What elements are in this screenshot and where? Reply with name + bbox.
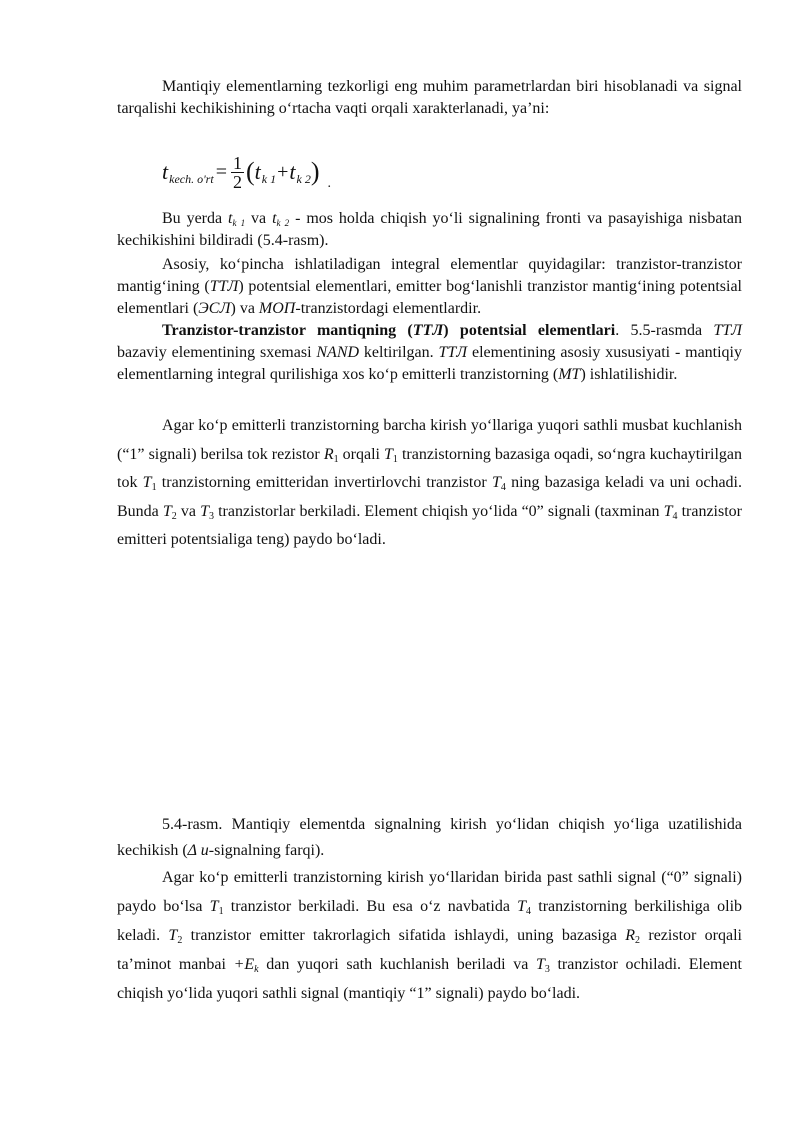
- p6-delta-u: Δ u: [187, 842, 209, 859]
- p2-text-b: va: [245, 210, 273, 227]
- p7-var-t4-sub: 4: [526, 906, 532, 917]
- p7-var-t2-sub: 2: [177, 935, 183, 946]
- figure-5-4-placeholder: [117, 590, 742, 805]
- p4-text-e: ) ishlatilishidir.: [580, 366, 678, 383]
- p5-var-t1: T: [384, 445, 393, 463]
- formula-lhs-var: t: [162, 159, 169, 184]
- p4-text-c: keltirilgan.: [359, 344, 439, 361]
- formula-plus: +: [277, 161, 289, 183]
- formula-t2: t: [289, 159, 296, 184]
- p4-ttl-abbr-2: ТТЛ: [713, 322, 743, 339]
- p7-text-c: tranzistorning berkilishiga olib keladi.: [117, 898, 743, 944]
- paragraph-element-types: [117, 254, 742, 320]
- p5-var-t4-second-sub: 4: [672, 510, 678, 522]
- p3-text-d: -tranzistordagi elementlardir.: [295, 300, 482, 317]
- p5-text-b: orqali: [338, 445, 384, 463]
- delay-formula: [162, 146, 331, 198]
- formula-open-paren: (: [245, 157, 255, 186]
- p5-var-t4-sub: 4: [500, 482, 506, 493]
- p7-text-a: Agar ko‘p emitterli tranzistorning kirish yo‘llaridan birida past sathli signal (“0” signali) paydo bo‘lsa: [117, 869, 742, 915]
- p2-var-tk1: t: [228, 210, 233, 227]
- p4-text-a: . 5.5-rasmda: [615, 322, 714, 339]
- p7-var-ek-sub: k: [254, 964, 259, 975]
- p5-var-t3: T: [200, 502, 209, 520]
- p4-ttl-abbr-1: ТТЛ: [412, 322, 444, 339]
- p4-nand-label: NAND: [316, 344, 360, 361]
- p6-text-b: -signalning farqi).: [208, 842, 325, 859]
- p4-ttl-abbr-3: ТТЛ: [438, 344, 468, 361]
- paragraph-ttl-elements: [117, 320, 742, 386]
- p7-var-r2: R: [625, 927, 636, 944]
- p5-text-h: tranzistor emitteri potentsialiga teng) paydo bo‘ladi.: [117, 502, 742, 548]
- p6-text-a: 5.4-rasm. Mantiqiy elementda signalning kirish yo‘lidan chiqish yo‘liga uzatilishida kechikish (: [117, 816, 742, 859]
- p5-text-g: tranzistorlar berkiladi. Element chiqish yo‘lida “0” signali (taxminan: [213, 502, 664, 520]
- formula-fraction-denominator: 2: [232, 171, 242, 192]
- p5-var-t1-second: T: [142, 474, 152, 491]
- p5-var-t4-second: T: [663, 502, 673, 520]
- p3-ttl-abbr: ТТЛ: [209, 278, 239, 295]
- p5-text-e: ning bazasiga keladi va uni ochadi. Bunda: [117, 474, 743, 520]
- p2-var-tk1-sub: k 1: [232, 218, 246, 228]
- p5-var-r1: R: [323, 445, 334, 463]
- p3-text-b: ) potentsial elementlari, emitter bog‘lanishli tranzistor mantig‘ining potentsial elementlari (: [117, 278, 742, 317]
- p5-var-t2-sub: 2: [171, 510, 177, 522]
- p4-heading-b: ) potentsial elementlari: [443, 322, 616, 339]
- p7-var-ek: +E: [233, 956, 255, 973]
- p7-var-t3-sub: 3: [544, 964, 550, 975]
- p5-text-c: tranzistorning bazasiga oqadi, so‘ngra kuchaytirilgan tok: [117, 445, 743, 491]
- p5-text-a: Agar ko‘p emitterli tranzistorning barcha kirish yo‘llariga yuqori sathli musbat kuchlanish (“1” signali) berilsa tok rezistor: [117, 417, 742, 463]
- p3-mop-abbr: МОП: [258, 300, 296, 317]
- formula-fraction: [231, 154, 244, 191]
- p3-text-a: Asosiy, ko‘pincha ishlatiladigan integral elementlar quyidagilar: tranzistor-tranzistor mantig‘ining (: [117, 256, 742, 295]
- p2-text-c: - mos holda chiqish yo‘li signalining fronti va pasayishiga nisbatan kechikishini bildiradi (5.4-rasm).: [117, 210, 742, 249]
- p7-text-d: tranzistor emitter takrorlagich sifatida ishlaydi, uning bazasiga: [182, 927, 626, 944]
- formula-close-paren: ): [310, 157, 320, 186]
- p4-mt-abbr: МТ: [558, 366, 581, 383]
- p7-var-t3: T: [535, 956, 545, 973]
- p5-text-f: va: [176, 502, 201, 520]
- formula-end-dot: .: [327, 176, 331, 191]
- p5-var-t4: T: [491, 474, 501, 491]
- p7-var-t1: T: [209, 898, 219, 915]
- paragraph-high-level-input: [117, 412, 742, 555]
- p3-esl-abbr: ЭСЛ: [198, 300, 231, 317]
- formula-t1-sub: k 1: [261, 172, 277, 186]
- paragraph-formula-explanation: [117, 208, 742, 252]
- p2-var-tk2: t: [272, 210, 277, 227]
- p3-text-c: ) va: [230, 300, 259, 317]
- paragraph-intro-text: Mantiqiy elementlarning tezkorligi eng muhim parametrlardan biri hisoblanadi va signal tarqalishi kechikishining o‘rtacha vaqti orqali xarakterlanadi, ya’ni:: [117, 78, 742, 117]
- p5-var-t2: T: [162, 502, 172, 520]
- p7-text-g: tranzistor ochiladi. Element chiqish yo‘lida yuqori sathli signal (mantiqiy “1” signali) paydo bo‘ladi.: [117, 956, 743, 1002]
- figure-caption-5-4: [117, 812, 742, 864]
- formula-lhs-sub: kech. o'rt: [169, 172, 214, 186]
- p7-var-t2: T: [168, 927, 178, 944]
- formula-t1: t: [254, 159, 261, 184]
- p4-text-d: elementining asosiy xususiyati - mantiqiy elementlarning integral qurilishiga xos ko‘p emitterli tranzistorning (: [117, 344, 743, 383]
- p7-var-r2-sub: 2: [635, 935, 641, 946]
- p7-text-f: dan yuqori sath kuchlanish beriladi va: [258, 956, 536, 973]
- formula-t2-sub: k 2: [296, 172, 311, 186]
- p4-text-b: bazaviy elementining sxemasi: [117, 344, 317, 361]
- p7-var-t1-sub: 1: [218, 906, 224, 917]
- formula-fraction-numerator: 1: [232, 152, 242, 173]
- paragraph-intro: [117, 76, 742, 120]
- p7-text-e: rezistor orqali ta’minot manbai: [117, 927, 742, 973]
- p4-heading-a: Tranzistor-tranzistor mantiqning (: [162, 322, 413, 339]
- p5-var-t1-sub: 1: [392, 453, 398, 465]
- p5-var-r1-sub: 1: [333, 453, 339, 465]
- p7-text-b: tranzistor berkiladi. Bu esa o‘z navbatida: [223, 898, 518, 915]
- formula-equals: =: [215, 161, 227, 183]
- p7-var-t4: T: [517, 898, 527, 915]
- p5-var-t1-second-sub: 1: [151, 482, 157, 493]
- p5-var-t3-sub: 3: [208, 510, 214, 522]
- p5-text-d: tranzistorning emitteridan invertirlovchi tranzistor: [156, 474, 492, 491]
- paragraph-low-level-input: [117, 863, 742, 1008]
- p2-var-tk2-sub: k 2: [276, 218, 290, 228]
- p2-text-a: Bu yerda: [162, 210, 229, 227]
